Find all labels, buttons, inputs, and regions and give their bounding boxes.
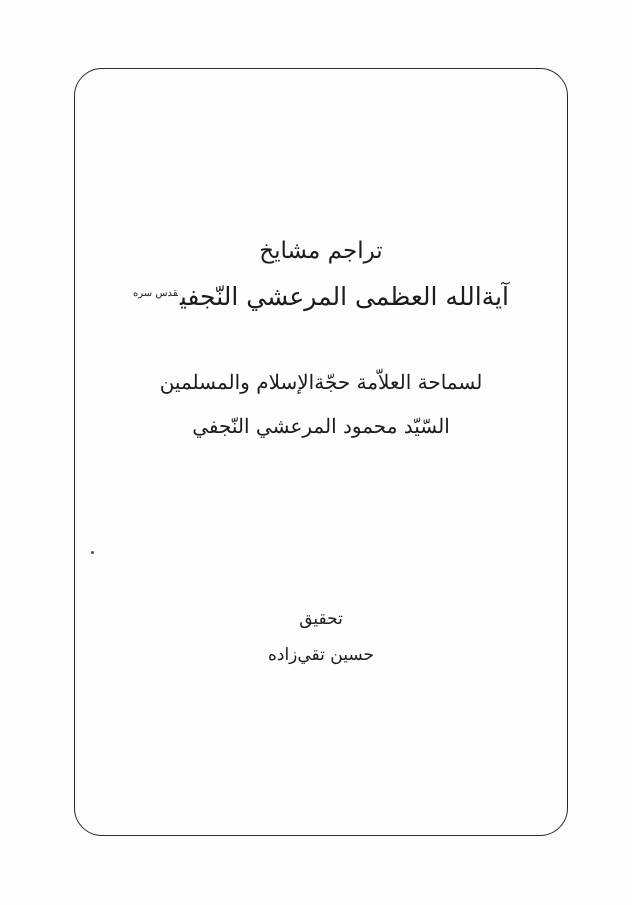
page-border-frame bbox=[74, 68, 568, 836]
book-title-line-1: تراجم مشايخ bbox=[259, 238, 383, 264]
author-line-2: السّيّد محمود المرعشي النّجفي bbox=[192, 414, 450, 438]
editor-name: حسين تقي‌زاده bbox=[267, 645, 375, 665]
editor-label: تحقيق bbox=[299, 609, 343, 629]
book-title-line-2 bbox=[74, 282, 568, 311]
honorific-ligature: قدس سره bbox=[133, 287, 178, 299]
book-title-subject: آيةالله العظمى المرعشي النّجفي bbox=[179, 282, 509, 311]
author-line-1: لسماحة العلاّمة حجّةالإسلام والمسلمين bbox=[159, 370, 483, 394]
paper-speck bbox=[91, 551, 94, 554]
